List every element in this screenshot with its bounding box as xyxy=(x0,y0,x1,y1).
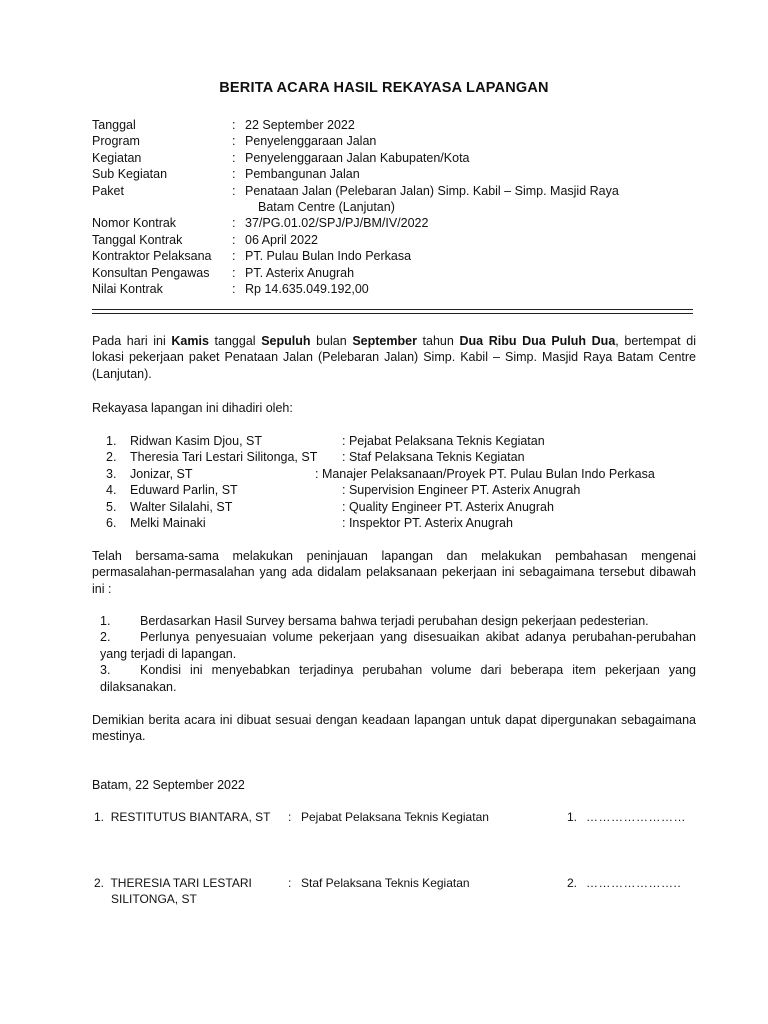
meta-value: PT. Asterix Anugrah xyxy=(245,265,355,280)
attendee-name: Melki Mainaki xyxy=(130,516,206,530)
intro-month: September xyxy=(352,334,417,348)
finding-number: 2. xyxy=(100,630,111,645)
intro-text: , bertempat di lokasi pekerjaan paket Penataan Jalan (Pelebaran Jalan) Simp. Kabil – Simp. Masjid Raya Batam Centre (Lanjutan). xyxy=(92,334,696,381)
meta-colon: : xyxy=(232,150,236,165)
meta-row-nomor-kontrak xyxy=(92,215,712,231)
place-date: Batam, 22 September 2022 xyxy=(92,778,245,792)
attendee-item xyxy=(106,515,706,531)
meta-label: Tanggal Kontrak xyxy=(92,232,183,247)
attendee-item xyxy=(106,433,706,449)
finding-text: Berdasarkan Hasil Survey bersama bahwa terjadi perubahan design pekerjaan pedesterian. xyxy=(140,614,649,628)
intro-text: bulan xyxy=(310,334,353,348)
divider-line-bottom xyxy=(92,313,693,314)
signatory-name xyxy=(94,809,270,825)
meta-row-program xyxy=(92,133,712,149)
meta-label: Kontraktor Pelaksana xyxy=(92,249,212,264)
attendee-role: : Manajer Pelaksanaan/Proyek PT. Pulau Bulan Indo Perkasa xyxy=(315,466,655,481)
intro-text: tahun xyxy=(416,334,460,348)
signature-number: 1. xyxy=(567,810,578,824)
meta-label: Nomor Kontrak xyxy=(92,216,177,231)
attendee-number: 3. xyxy=(106,466,117,481)
meta-colon: : xyxy=(232,232,236,247)
intro-text: tanggal xyxy=(208,334,262,348)
meta-value: 06 April 2022 xyxy=(245,232,318,247)
meta-value: PT. Pulau Bulan Indo Perkasa xyxy=(245,249,412,264)
attendee-role: : Inspektor PT. Asterix Anugrah xyxy=(342,516,513,530)
attendee-role: : Supervision Engineer PT. Asterix Anugrah xyxy=(342,483,581,498)
signatory-number: 2. xyxy=(94,876,105,890)
meta-colon: : xyxy=(232,167,236,182)
meta-colon: : xyxy=(232,249,236,264)
signature-line: …………………… xyxy=(586,810,686,824)
meta-value: Penataan Jalan (Pelebaran Jalan) Simp. Kabil – Simp. Masjid Raya xyxy=(245,183,619,198)
meta-row-kontraktor xyxy=(92,248,712,264)
signature-line: ………………….. xyxy=(586,876,682,890)
meta-colon: : xyxy=(232,183,236,198)
meta-value: Penyelenggaraan Jalan xyxy=(245,134,377,149)
attendee-name: Theresia Tari Lestari Silitonga, ST xyxy=(130,450,318,465)
intro-day: Kamis xyxy=(171,334,209,348)
meta-row-sub-kegiatan xyxy=(92,166,712,182)
attendee-number: 5. xyxy=(106,499,117,514)
attendee-number: 1. xyxy=(106,434,117,448)
meta-row-konsultan xyxy=(92,265,712,281)
attendee-number: 4. xyxy=(106,483,117,498)
signatory-colon: : xyxy=(288,876,292,890)
meta-label: Paket xyxy=(92,183,124,198)
meta-label: Tanggal xyxy=(92,118,136,132)
finding-number: 3. xyxy=(100,663,111,678)
meta-row-nilai-kontrak xyxy=(92,281,712,297)
meta-row-paket xyxy=(92,183,712,214)
meta-row-kegiatan xyxy=(92,150,712,166)
attendee-number: 2. xyxy=(106,450,117,465)
signatory-role: Staf Pelaksana Teknis Kegiatan xyxy=(301,876,470,890)
attended-by-heading: Rekayasa lapangan ini dihadiri oleh: xyxy=(92,401,293,415)
signatory-colon: : xyxy=(288,810,292,824)
meta-row-tanggal xyxy=(92,117,712,133)
meta-colon: : xyxy=(232,216,236,231)
finding-number: 1. xyxy=(100,614,111,628)
attendee-name: Walter Silalahi, ST xyxy=(130,499,233,514)
intro-year: Dua Ribu Dua Puluh Dua xyxy=(459,334,616,348)
meta-value-continued: Batam Centre (Lanjutan) xyxy=(258,199,395,214)
intro-text: Pada hari ini xyxy=(92,334,172,348)
finding-text: Kondisi ini menyebabkan terjadinya perubahan volume dari beberapa item pekerjaan yang dilaksanakan. xyxy=(100,663,696,694)
divider-line-top xyxy=(92,309,693,310)
meta-value: 22 September 2022 xyxy=(245,118,355,132)
attendee-item xyxy=(106,499,706,515)
attendee-item xyxy=(106,466,706,482)
attendee-name: Eduward Parlin, ST xyxy=(130,483,238,498)
signatory-number: 1. xyxy=(94,810,105,824)
meta-value: 37/PG.01.02/SPJ/PJ/BM/IV/2022 xyxy=(245,216,429,231)
meta-colon: : xyxy=(232,118,236,132)
attendee-role: : Pejabat Pelaksana Teknis Kegiatan xyxy=(342,434,545,448)
finding-text: Perlunya penyesuaian volume pekerjaan yang disesuaikan akibat adanya perubahan-perubahan yang terjadi di lapangan. xyxy=(100,630,696,661)
meta-colon: : xyxy=(232,265,236,280)
document-title: BERITA ACARA HASIL REKAYASA LAPANGAN xyxy=(219,80,549,96)
review-paragraph: Telah bersama-sama melakukan peninjauan lapangan dan melakukan pembahasan mengenai permasalahan-permasalahan yang ada didalam pelaksanaan pekerjaan ini sebagaimana tersebut dibawah ini : xyxy=(92,549,696,596)
intro-paragraph xyxy=(92,333,696,382)
meta-value: Pembangunan Jalan xyxy=(245,167,360,182)
signatory-name xyxy=(94,875,252,891)
meta-colon: : xyxy=(232,282,236,296)
meta-value: Rp 14.635.049.192,00 xyxy=(245,282,369,296)
attendee-role: : Quality Engineer PT. Asterix Anugrah xyxy=(342,499,554,514)
signatory-name-text: THERESIA TARI LESTARI xyxy=(110,876,252,890)
attendee-name: Jonizar, ST xyxy=(130,466,193,481)
signatory-name-continued: SILITONGA, ST xyxy=(111,892,197,907)
attendee-item xyxy=(106,482,706,498)
closing-paragraph: Demikian berita acara ini dibuat sesuai dengan keadaan lapangan untuk dapat dipergunakan sebagaimana mestinya. xyxy=(92,713,696,744)
meta-label: Kegiatan xyxy=(92,150,142,165)
attendee-role: : Staf Pelaksana Teknis Kegiatan xyxy=(342,450,525,465)
meta-label: Nilai Kontrak xyxy=(92,282,163,296)
meta-label: Program xyxy=(92,134,140,149)
meta-row-tanggal-kontrak xyxy=(92,232,712,248)
attendee-number: 6. xyxy=(106,516,117,530)
meta-label: Sub Kegiatan xyxy=(92,167,168,182)
meta-value: Penyelenggaraan Jalan Kabupaten/Kota xyxy=(245,150,470,165)
signatory-name-text: RESTITUTUS BIANTARA, ST xyxy=(110,810,271,824)
meta-colon: : xyxy=(232,134,236,149)
meta-label: Konsultan Pengawas xyxy=(92,265,210,280)
signature-number: 2. xyxy=(567,876,578,890)
intro-date: Sepuluh xyxy=(261,334,311,348)
attendee-name: Ridwan Kasim Djou, ST xyxy=(130,434,262,448)
signatory-role: Pejabat Pelaksana Teknis Kegiatan xyxy=(301,810,489,824)
attendee-item xyxy=(106,449,706,465)
